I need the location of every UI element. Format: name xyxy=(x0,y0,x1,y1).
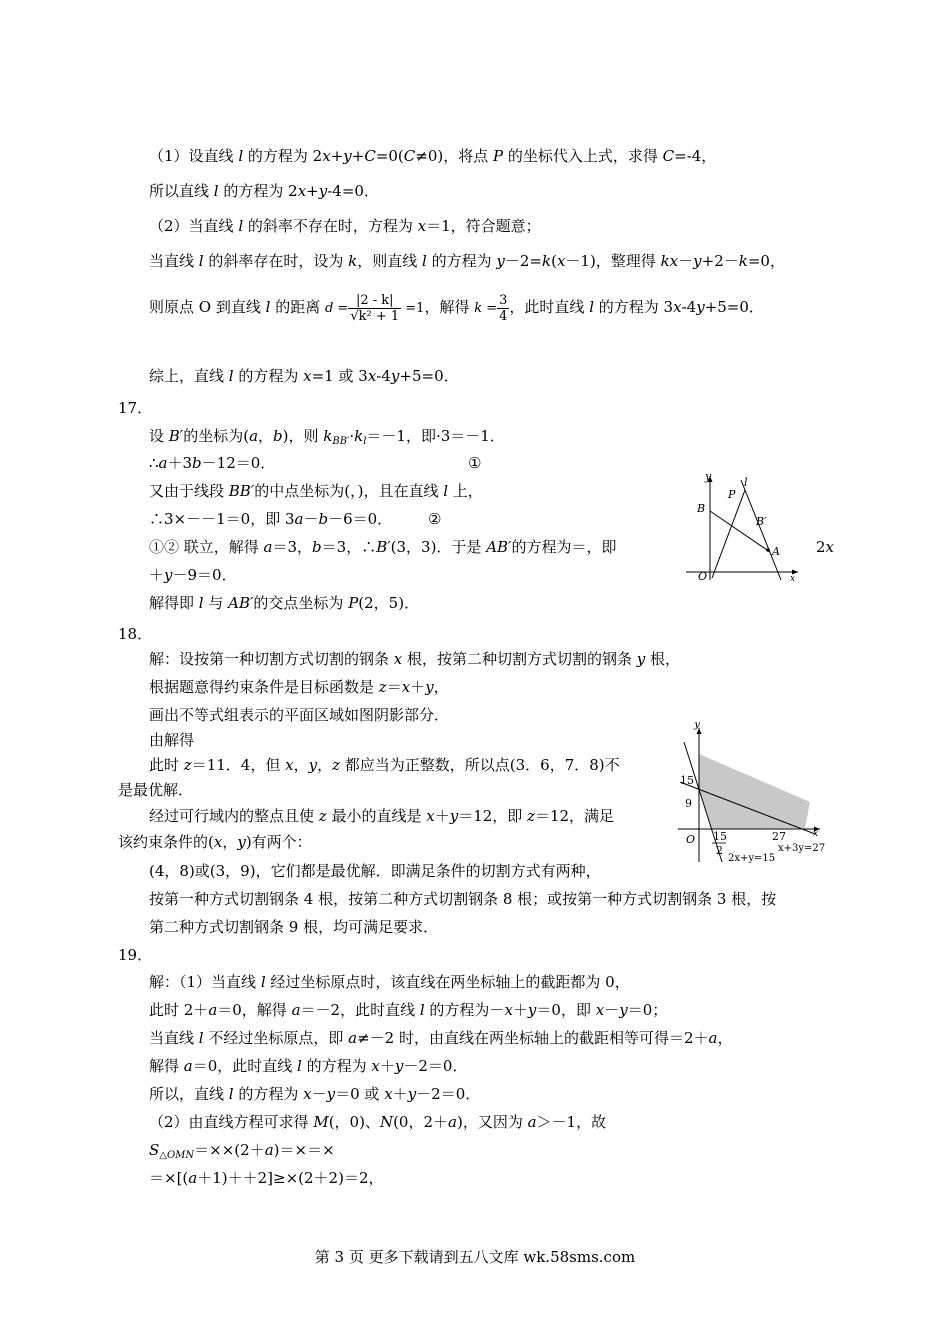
slope-fraction: $\frac{3}{4}$ xyxy=(499,292,508,324)
p17-line-5: ①② 联立，解得 a＝3，b＝3，∴B′(3，3)．于是 AB′的方程为＝，即 xyxy=(149,538,617,556)
p18-number: 18． xyxy=(118,625,153,643)
fig17-label-l: l xyxy=(744,476,748,489)
fig18-label-2-den: 2 xyxy=(716,844,723,857)
fig18-label-y: y xyxy=(694,722,701,730)
p17-number: 17． xyxy=(118,399,153,417)
p17-line-4: ∴3×－－1＝0，即 3a－b－6＝0． xyxy=(149,510,393,528)
fig17-label-y: y xyxy=(705,470,712,483)
point-a xyxy=(766,548,770,552)
p18-line-9: (4，8)或(3，9)，它们都是最优解．即满足条件的切割方式有两种， xyxy=(149,862,601,880)
p17-figure xyxy=(680,468,810,583)
feasible-region xyxy=(699,754,810,829)
p17-eq-mark-1: ① xyxy=(468,454,482,472)
p17-line-2: ∴a＋3b－12＝0． xyxy=(149,454,276,472)
p18-line-8: 该约束条件的(x，y)有两个： xyxy=(118,833,312,851)
p19-line-6: （2）由直线方程可求得 M(，0)、N(0，2＋a)，又因为 a＞－1，故 xyxy=(149,1113,607,1131)
p19-line-7: $S_{\triangle OMN}=\times\times(2+a)=\times=\times$ xyxy=(149,1141,335,1161)
p19-line-1: 解：（1）当直线 l 经过坐标原点时，该直线在两坐标轴上的截距都为 0， xyxy=(149,973,630,991)
fig18-label-9: 9 xyxy=(685,797,692,810)
p17-line-1: 设 B′的坐标为(a，b)，则 $k_{BB'}\cdot k_l=-1$，即·3＝－1． xyxy=(149,427,505,447)
p17-line-7: 解得即 l 与 AB′的交点坐标为 P(2，5)． xyxy=(149,594,420,612)
p18-line-11: 第二种方式切割钢条 9 根，均可满足要求． xyxy=(149,918,439,936)
p17-line-6: ＋y－9＝0． xyxy=(149,566,237,584)
fig17-label-x: x xyxy=(790,574,796,583)
p17-line-3: 又由于线段 BB′的中点坐标为(，)，且在直线 l 上， xyxy=(149,482,483,500)
fig18-label-27: 27 xyxy=(772,830,786,843)
p16-line-6: 综上，直线 l 的方程为 x=1 或 3x-4y+5=0． xyxy=(149,367,459,385)
fig18-label-15: 15 xyxy=(680,774,694,787)
page-footer: 第 3 页 更多下载请到五八文库 wk.58sms.com xyxy=(314,1248,636,1266)
p16-line-1: （1）设直线 l 的方程为 2x+y+C=0(C≠0)，将点 P 的坐标代入上式，求得 C=-4， xyxy=(149,147,717,165)
p19-line-4: 解得 a＝0，此时直线 l 的方程为 x＋y－2＝0． xyxy=(149,1057,468,1075)
p16-line-5: 则原点 O 到直线 l 的距离 d = $\frac{|2 - k|}{\text{√k² + 1}}$ =1，解得 k = $\frac{3}{4}$ ，此时直线 l 的方程为 3x-4y+5=0． xyxy=(149,292,764,324)
line-ob-prime xyxy=(712,490,745,578)
line-l xyxy=(741,480,781,580)
fig17-label-b: B xyxy=(697,502,706,515)
fig18-label-x: x xyxy=(813,829,819,839)
distance-fraction: $\frac{|2 - k|}{\text{√k² + 1}}$ xyxy=(350,292,400,324)
fig17-label-b-prime: B′ xyxy=(756,515,767,528)
p18-line-4: 由解得 xyxy=(149,731,195,749)
p17-eq-mark-2: ② xyxy=(428,510,442,528)
p19-line-3: 当直线 l 不经过坐标原点，即 a≠－2 时，由直线在两坐标轴上的截距相等可得＝2＋a， xyxy=(149,1029,733,1047)
fig18-label-eq2: x+3y=27 xyxy=(778,843,826,854)
p19-number: 19． xyxy=(118,946,153,964)
p18-line-7: 经过可行域内的整点且使 z 最小的直线是 x＋y＝12，即 z＝12，满足 xyxy=(149,807,615,825)
p19-line-2: 此时 2＋a＝0，解得 a＝－2，此时直线 l 的方程为－x＋y＝0，即 x－y＝0； xyxy=(149,1001,668,1019)
fig18-label-15-num: 15 xyxy=(713,830,727,843)
fig17-label-o: O xyxy=(698,570,708,583)
p19-line-8: ＝×[(a＋1)＋＋2]≥×(2＋2)＝2， xyxy=(149,1169,384,1187)
p17-line-5-tail: 2x xyxy=(816,538,835,556)
p18-line-1: 解：设按第一种切割方式切割的钢条 x 根，按第二种切割方式切割的钢条 y 根， xyxy=(149,650,681,668)
p18-line-10: 按第一种方式切割钢条 4 根，按第二种方式切割钢条 8 根；或按第一种方式切割钢条 3 根，按 xyxy=(149,890,777,908)
fig18-label-o: O xyxy=(686,833,696,846)
p18-line-3: 画出不等式组表示的平面区域如图阴影部分． xyxy=(149,706,450,724)
p18-line-2: 根据题意得约束条件是目标函数是 z＝x＋y， xyxy=(149,678,449,696)
p16-line-4: 当直线 l 的斜率存在时，设为 k，则直线 l 的方程为 y－2=k(x－1)，整理得 kx－y+2－k=0， xyxy=(149,252,785,270)
p18-line-5: 此时 z＝11．4，但 x，y，z 都应当为正整数，所以点(3．6，7．8)不 xyxy=(149,756,620,774)
fig17-label-a: A xyxy=(772,545,780,558)
p16-line-2: 所以直线 l 的方程为 2x+y-4=0． xyxy=(149,182,379,200)
p18-figure xyxy=(670,722,830,868)
p19-line-5: 所以，直线 l 的方程为 x－y＝0 或 x＋y－2＝0． xyxy=(149,1085,481,1103)
fig18-label-eq1: 2x+y=15 xyxy=(728,853,776,864)
fig17-label-p: P xyxy=(728,488,736,501)
p16-line-3: （2）当直线 l 的斜率不存在时，方程为 x＝1，符合题意； xyxy=(149,217,541,235)
p18-line-6: 是最优解． xyxy=(118,781,194,799)
